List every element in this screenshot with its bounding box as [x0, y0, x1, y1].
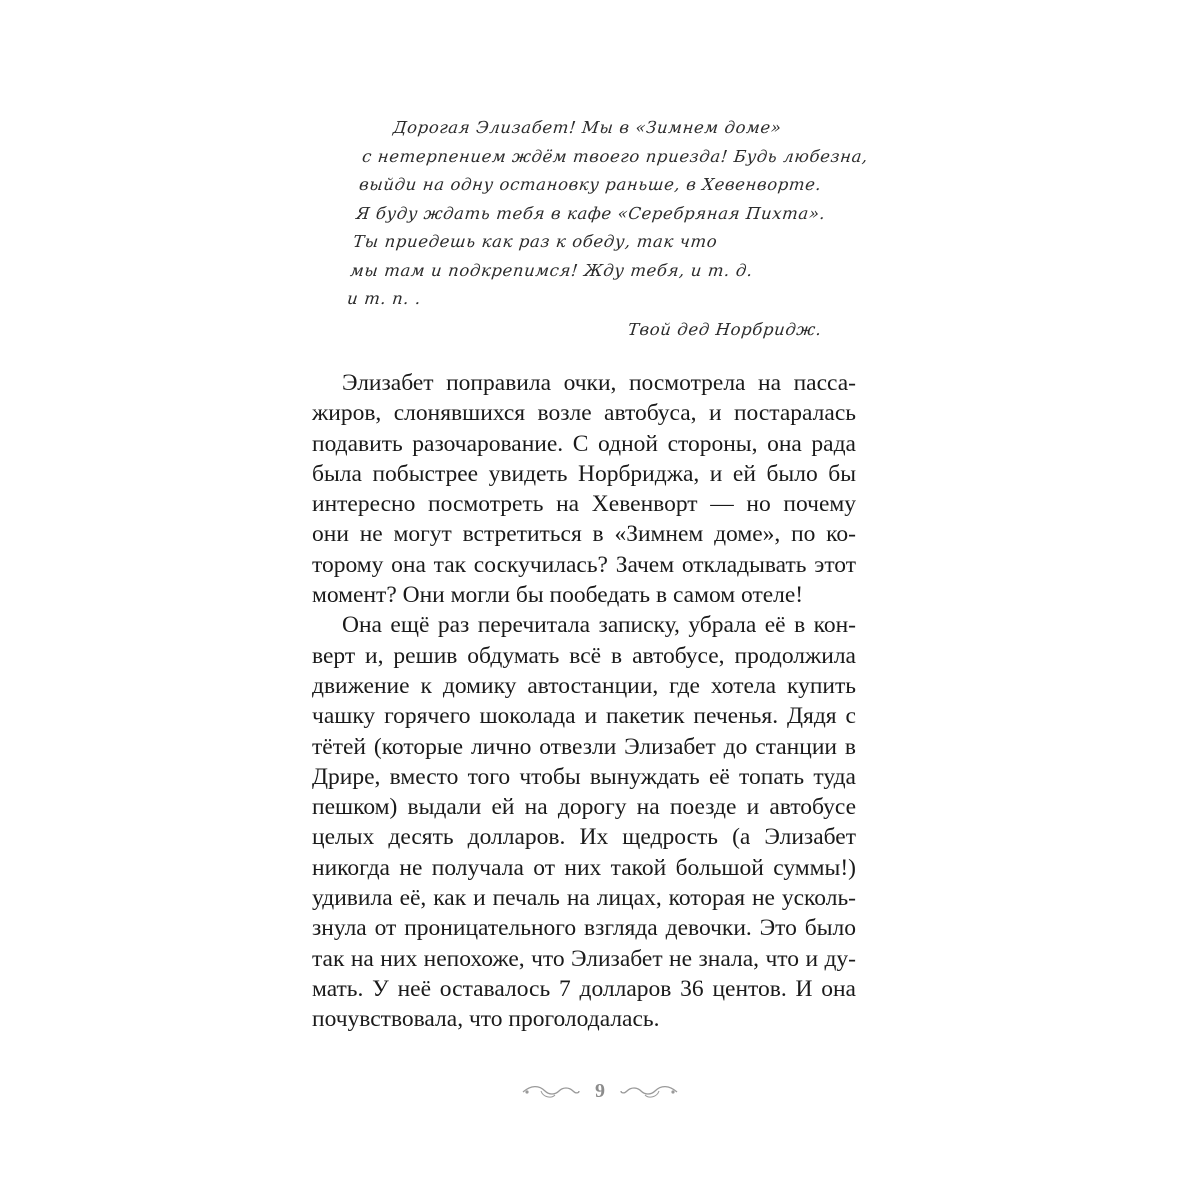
handwritten-note — [341, 114, 869, 354]
note-line: мы там и подкрепимся! Жду тебя, и т. д. — [349, 260, 754, 280]
note-line: выйди на одну остановку раньше, в Хевенворте. — [358, 175, 823, 194]
note-line: Я буду ждать тебя в кафе «Серебряная Пихта». — [355, 203, 827, 223]
flourish-ornament-left-icon — [521, 1081, 581, 1101]
page-number: 9 — [595, 1079, 605, 1102]
page-footer — [0, 1076, 1200, 1106]
note-line: и т. п. . — [346, 289, 423, 308]
note-line: Дорогая Элизабет! Мы в «Зимнем доме» — [392, 118, 783, 137]
note-line: с нетерпением ждём твоего приезда! Будь любезна, — [361, 146, 869, 166]
flourish-ornament-right-icon — [619, 1081, 679, 1101]
note-line: Ты приедешь как раз к обеду, так что — [352, 232, 719, 251]
paragraph: Элизабет поправила очки, посмотрела на пассажиров, слонявшихся возле автобуса, и постаралась подавить разочарование. С одной стороны, она рада была побыстрее увидеть Норбриджа, и ей было бы интересно посмотреть на Хевенворт — но почему они не могут встретиться в «Зимнем доме», по которому она так соскучилась? Зачем откладывать этот момент? Они могли бы пообедать в самом отеле! — [312, 370, 856, 609]
note-signature: Твой дед Норбридж. — [626, 320, 823, 339]
body-text — [312, 368, 856, 1035]
paragraph: Она ещё раз перечитала записку, убрала её в конверт и, решив обдумать всё в автобусе, продолжила движение к домику автостанции, где хотела купить чашку горячего шоколада и пакетик печенья. Дядя с тётей (которые лично отвезли Элизабет до станции в Дрире, вместо того чтобы вынуждать её топать туда пешком) выдали ей на дорогу на поезде и автобусе целых десять долларов. Их щедрость (а Элизабет никогда не получала от них такой большой суммы!) удивила её, как и печаль на лицах, которая не ускользнула от проницательного взгляда девочки. Это было так на них непохоже, что Элизабет не знала, что и думать. У неё оставалось 7 долларов 36 центов. И она почувствовала, что проголодалась. — [312, 612, 856, 1033]
